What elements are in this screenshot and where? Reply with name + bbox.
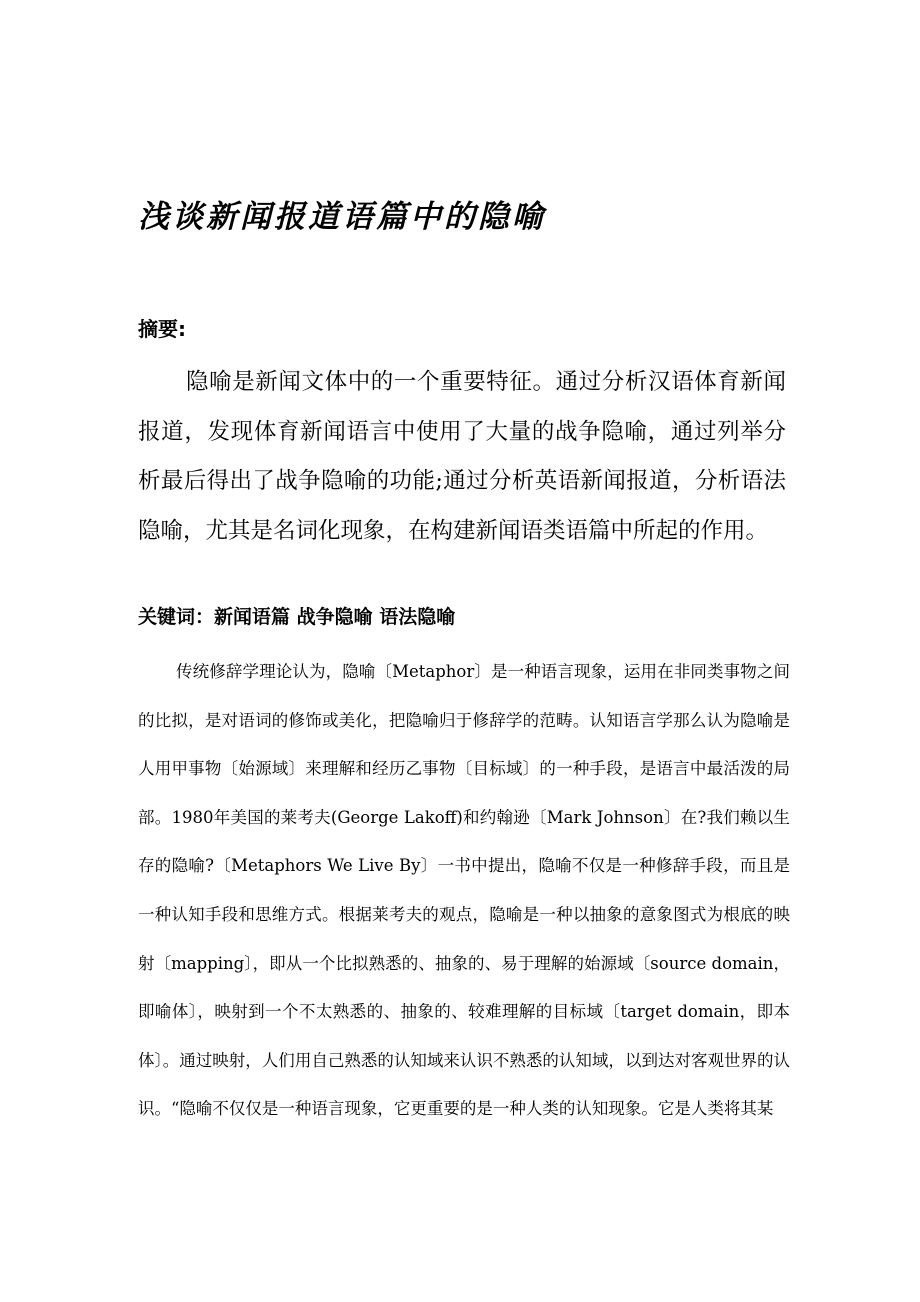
document-title: 浅谈新闻报道语篇中的隐喻 bbox=[138, 199, 546, 235]
abstract-heading: 摘要: bbox=[138, 317, 186, 341]
abstract-paragraph: 隐喻是新闻文体中的一个重要特征。通过分析汉语体育新闻报道，发现体育新闻语言中使用了大量的战争隐喻，通过列举分析最后得出了战争隐喻的功能;通过分析英语新闻报道，分析语法隐喻，尤其是名词化现象，在构建新闻语类语篇中所起的作用。 bbox=[138, 369, 786, 544]
body-paragraph: 传统修辞学理论认为，隐喻〔Metaphor〕是一种语言现象，运用在非同类事物之间的比拟，是对语词的修饰或美化，把隐喻归于修辞学的范畴。认知语言学那么认为隐喻是人用甲事物〔始源域〕来理解和经历乙事物〔目标域〕的一种手段，是语言中最活泼的局部。1980年美国的莱考夫(George Lakoff)和约翰逊〔Mark Johnson〕在?我们赖以生存的隐喻?〔Metaphors We Live By〕一书中提出，隐喻不仅是一种修辞手段，而且是一种认知手段和思维方式。根据莱考夫的观点，隐喻是一种以抽象的意象图式为根底的映射〔mapping〕，即从一个比拟熟悉的、抽象的、易于理解的始源域〔source domain，即喻体〕，映射到一个不太熟悉的、抽象的、较难理解的目标域〔target domain，即本体〕。通过映射，人们用自己熟悉的认知域来认识不熟悉的认知域，以到达对客观世界的认识。“隐喻不仅仅是一种语言现象，它更重要的是一种人类的认知现象。它是人类将其某 bbox=[138, 662, 790, 1119]
keywords-line: 关键词：新闻语篇 战争隐喻 语法隐喻 bbox=[138, 606, 456, 628]
